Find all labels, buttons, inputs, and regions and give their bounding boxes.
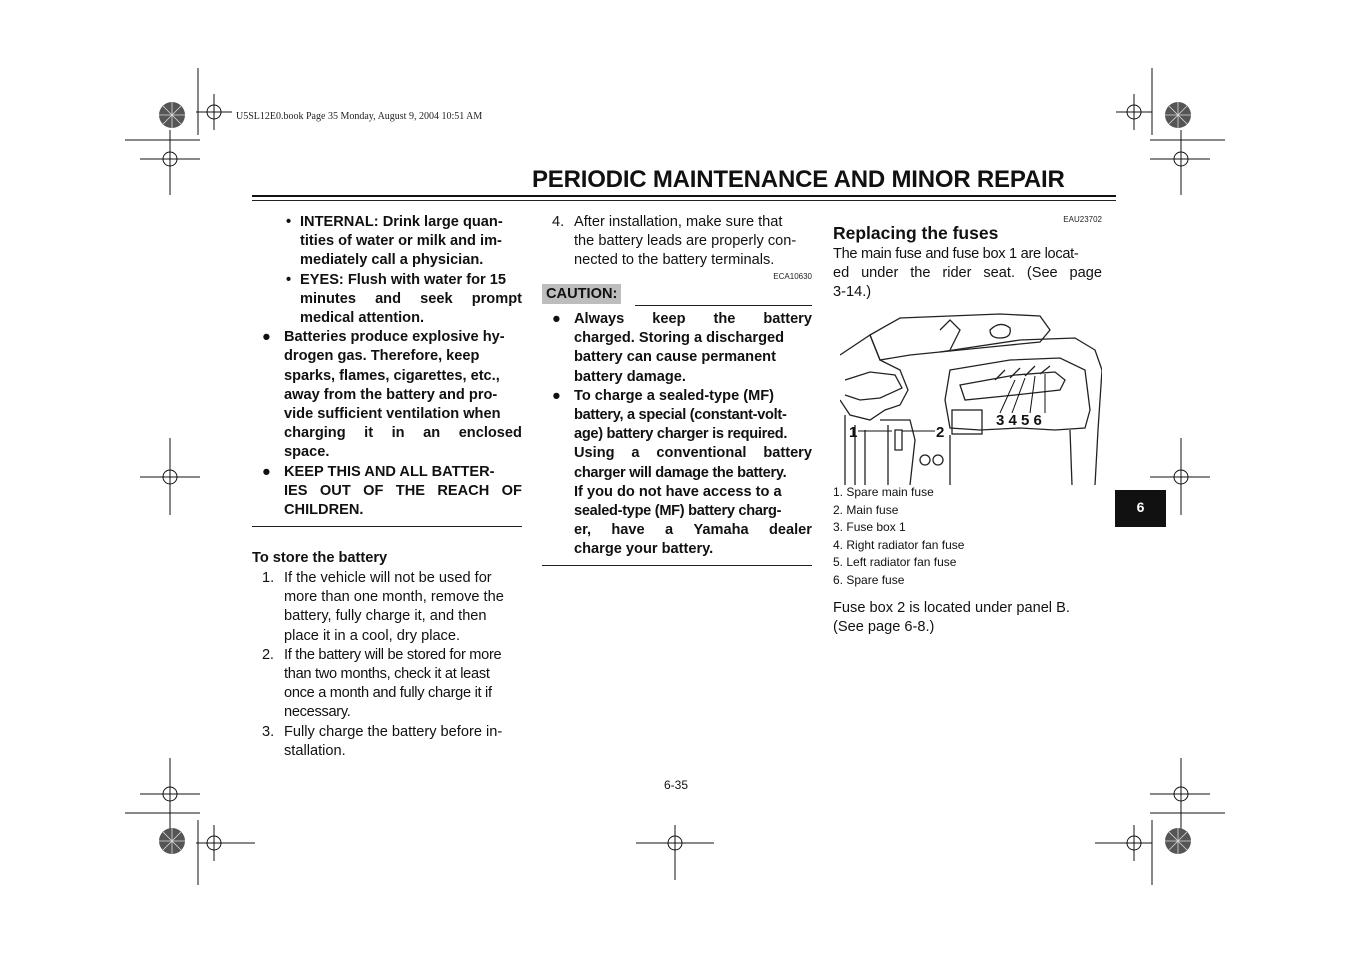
text-line: To charge a sealed-type (MF) — [574, 387, 775, 404]
print-header: U5SL12E0.book Page 35 Monday, August 9, 2004 10:51 AM — [236, 111, 483, 122]
fuses-heading: Replacing the fuses — [833, 223, 999, 243]
text-line: Using a conventional battery — [574, 445, 812, 462]
legend-text: Right radiator fan fuse — [846, 537, 965, 552]
caution-item: ● To charge a sealed-type (MF) battery, a special (constant-volt- age) battery charger is required. Using a conventional battery charger will damage the battery. If you do not have access to a sealed-type (MF) battery charg- er, have a Yamaha dealer charge your battery. — [542, 387, 812, 560]
legend-item — [833, 537, 1102, 555]
title-rule-thin — [252, 200, 1116, 201]
list-number: 3. — [262, 723, 275, 740]
text-line: charging it in an enclosed — [284, 425, 522, 442]
text-line: nected to the battery terminals. — [574, 252, 775, 269]
chapter-tab: 6 — [1115, 490, 1166, 527]
text-line: mediately call a physician. — [300, 252, 484, 269]
text-line: The main fuse and fuse box 1 are locat- — [833, 246, 1079, 262]
text-line: more than one month, remove the — [284, 589, 504, 606]
text-line: IES OUT OF THE REACH OF — [284, 482, 522, 499]
text-line: Fuse box 2 is located under panel B. — [833, 600, 1070, 616]
list-item — [542, 213, 812, 271]
list-number: 1. — [262, 570, 275, 586]
caution-rule — [635, 305, 812, 306]
warning-dot-gas: ● Batteries produce explosive hy- drogen gas. Therefore, keep sparks, flames, cigarettes, etc., away from the battery and pro- vide sufficient ventilation when charging it in an enclosed space. — [252, 328, 522, 462]
legend-item — [833, 572, 1102, 590]
text-line: the battery leads are properly con- — [574, 233, 797, 250]
list-item — [252, 646, 522, 723]
text-line: battery, fully charge it, and then — [284, 608, 487, 625]
page-number: 6-35 — [664, 778, 689, 792]
text-line: away from the battery and pro- — [284, 386, 498, 403]
text-line: battery, a special (constant-volt- — [574, 407, 787, 424]
legend-item — [833, 554, 1102, 572]
legend-number: 5. — [833, 555, 844, 570]
legend-item — [833, 502, 1102, 520]
caution-item: ● Always keep the battery charged. Storing a discharged battery can cause permanent battery damage. — [542, 310, 812, 387]
text-line: charged. Storing a discharged — [574, 330, 785, 347]
callout-3-6: 3 4 5 6 — [996, 412, 1042, 429]
text-line: vide sufficient ventilation when — [284, 406, 501, 423]
text-line: If the vehicle will not be used for — [284, 570, 492, 586]
legend-item — [833, 484, 1102, 502]
text-line: Fully charge the battery before in- — [284, 723, 503, 740]
legend-number: 2. — [833, 502, 844, 517]
text-line: battery damage. — [574, 368, 686, 385]
legend-number: 4. — [833, 537, 844, 552]
fuses-intro — [833, 245, 1102, 303]
list-item — [252, 569, 522, 646]
list-number: 2. — [262, 646, 274, 663]
text-line: necessary. — [284, 704, 351, 721]
text-line: battery can cause permanent — [574, 349, 776, 366]
text-line: sparks, flames, cigarettes, etc., — [284, 367, 500, 384]
text-line: KEEP THIS AND ALL BATTER- — [284, 463, 495, 480]
list-item — [252, 723, 522, 761]
warning-end-rule — [252, 526, 522, 527]
caution-end-rule — [542, 565, 812, 566]
callout-1: 1 — [849, 424, 858, 441]
legend-number: 6. — [833, 572, 844, 587]
text-line: once a month and fully charge it if — [284, 685, 492, 702]
legend-text: Spare main fuse — [846, 485, 934, 499]
step-4 — [542, 213, 812, 271]
text-line: er, have a Yamaha dealer — [574, 522, 812, 539]
legend-text: Main fuse — [846, 502, 899, 517]
legend-text: Left radiator fan fuse — [846, 555, 957, 570]
fuse-box-illustration — [840, 310, 1102, 485]
list-number: 4. — [552, 214, 565, 230]
figure-legend — [833, 484, 1102, 590]
text-line: than two months, check it at least — [284, 666, 490, 683]
text-line: medical attention. — [300, 310, 425, 327]
text-line: INTERNAL: Drink large quan- — [300, 214, 503, 230]
text-line: CHILDREN. — [284, 502, 364, 519]
caution-code: ECA10630 — [773, 272, 812, 281]
caution-list — [542, 310, 812, 560]
text-line: Always keep the battery — [574, 311, 812, 327]
store-battery-heading: To store the battery — [252, 550, 388, 566]
legend-number: 3. — [833, 520, 844, 535]
text-line: stallation. — [284, 742, 346, 759]
legend-number: 1. — [833, 485, 844, 499]
text-line: sealed-type (MF) battery charg- — [574, 503, 782, 520]
text-line: drogen gas. Therefore, keep — [284, 348, 480, 365]
legend-item — [833, 519, 1102, 537]
text-line: 3-14.) — [833, 284, 872, 301]
text-line: (See page 6-8.) — [833, 619, 935, 636]
text-line: space. — [284, 444, 330, 461]
warning-bullet-eyes: • EYES: Flush with water for 15 minutes and seek prompt medical attention. — [252, 271, 522, 329]
warning-bullet-internal: • INTERNAL: Drink large quan- tities of water or milk and im- mediately call a physician. — [252, 213, 522, 271]
text-line: place it in a cool, dry place. — [284, 627, 461, 644]
text-line: ed under the rider seat. (See page — [833, 265, 1102, 282]
chapter-title: PERIODIC MAINTENANCE AND MINOR REPAIR — [532, 166, 1065, 193]
title-rule-thick — [252, 195, 1116, 197]
callout-2: 2 — [936, 424, 945, 441]
section-code: EAU23702 — [1063, 215, 1102, 224]
text-line: If the battery will be stored for more — [284, 646, 502, 663]
warning-continued — [252, 213, 522, 520]
text-line: After installation, make sure that — [574, 214, 783, 230]
text-line: Batteries produce explosive hy- — [284, 329, 505, 346]
caution-label: CAUTION: — [542, 284, 621, 304]
text-line: minutes and seek prompt — [300, 290, 522, 307]
text-line: EYES: Flush with water for 15 — [300, 271, 506, 288]
text-line: charge your battery. — [574, 541, 714, 558]
text-line: tities of water or milk and im- — [300, 233, 502, 250]
store-battery-steps — [252, 569, 522, 761]
text-line: charger will damage the battery. — [574, 464, 787, 481]
text-line: age) battery charger is required. — [574, 426, 788, 443]
fuses-outro — [833, 599, 1102, 637]
legend-text: Spare fuse — [846, 572, 905, 587]
text-line: If you do not have access to a — [574, 483, 782, 500]
legend-text: Fuse box 1 — [846, 520, 906, 535]
warning-dot-children: ● KEEP THIS AND ALL BATTER- IES OUT OF THE REACH OF CHILDREN. — [252, 463, 522, 521]
